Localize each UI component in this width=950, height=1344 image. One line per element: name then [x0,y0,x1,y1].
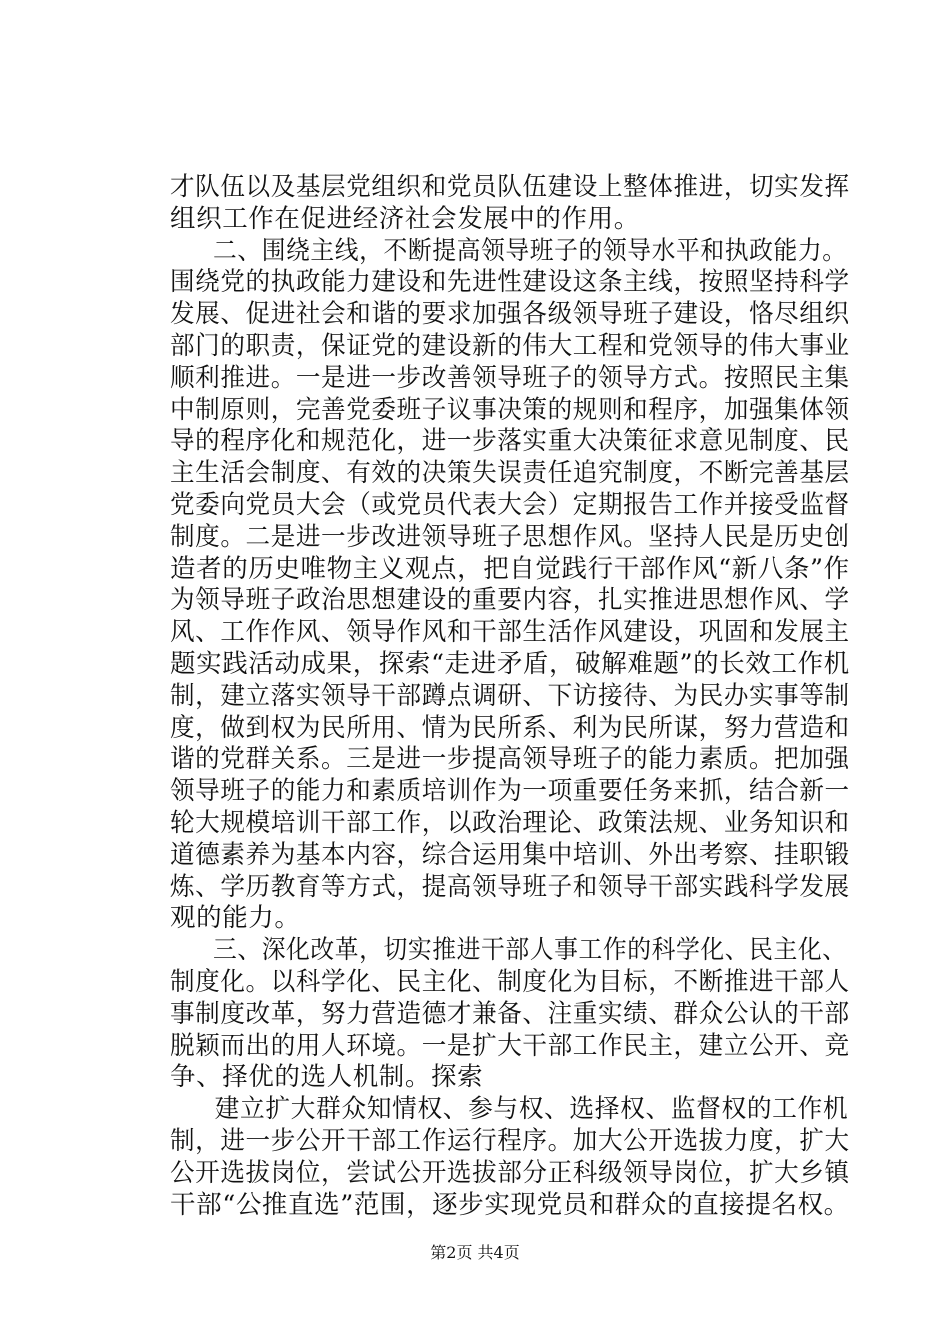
text-line: 发展、促进社会和谐的要求加强各级领导班子建设，恪尽组织 [170,299,850,330]
text-line: 组织工作在促进经济社会发展中的作用。 [170,203,640,234]
text-line: 三、深化改革，切实推进干部人事工作的科学化、民主化、 [212,935,847,966]
text-line: 炼、学历教育等方式，提高领导班子和领导干部实践科学发展 [170,871,850,902]
text-line: 制，建立落实领导干部蹲点调研、下访接待、为民办实事等制 [170,680,850,711]
text-line: 道德素养为基本内容，综合运用集中培训、外出考察、挂职锻 [170,839,850,870]
text-line: 轮大规模培训干部工作，以政治理论、政策法规、业务知识和 [170,807,850,838]
text-line: 建立扩大群众知情权、参与权、选择权、监督权的工作机 [214,1094,849,1125]
text-line: 题实践活动成果，探索“走进矛盾，破解难题”的长效工作机 [170,648,850,679]
text-line: 领导班子的能力和素质培训作为一项重要任务来抓，结合新一 [170,776,850,807]
text-line: 脱颖而出的用人环境。一是扩大干部工作民主，建立公开、竞 [170,1030,850,1061]
body-text [170,172,850,1221]
text-line: 观的能力。 [170,903,301,934]
text-line: 顺利推进。一是进一步改善领导班子的领导方式。按照民主集 [170,362,850,393]
text-line: 事制度改革，努力营造德才兼备、注重实绩、群众公认的干部 [170,998,850,1029]
text-line: 中制原则，完善党委班子议事决策的规则和程序，加强集体领 [170,394,850,425]
text-line: 导的程序化和规范化，进一步落实重大决策征求意见制度、民 [170,426,850,457]
text-line: 才队伍以及基层党组织和党员队伍建设上整体推进，切实发挥 [170,172,850,202]
text-line: 谐的党群关系。三是进一步提高领导班子的能力素质。把加强 [170,744,850,775]
text-line: 二、围绕主线，不断提高领导班子的领导水平和执政能力。 [212,235,847,266]
text-line: 争、择优的选人机制。探索 [170,1062,484,1093]
text-line: 围绕党的执政能力建设和先进性建设这条主线，按照坚持科学 [170,267,850,298]
page-footer: 第2页 共4页 [430,1243,520,1262]
text-line: 制，进一步公开干部工作运行程序。加大公开选拔力度，扩大 [170,1125,850,1156]
text-line: 度，做到权为民所用、情为民所系、利为民所谋，努力营造和 [170,712,850,743]
text-line: 风、工作作风、领导作风和干部生活作风建设，巩固和发展主 [170,617,850,648]
text-line: 党委向党员大会（或党员代表大会）定期报告工作并接受监督 [170,489,850,520]
text-line: 制度。二是进一步改进领导班子思想作风。坚持人民是历史创 [170,521,850,552]
text-line: 干部“公推直选”范围，逐步实现党员和群众的直接提名权。 [170,1189,850,1220]
text-line: 公开选拔岗位，尝试公开选拔部分正科级领导岗位，扩大乡镇 [170,1157,850,1188]
text-line: 为领导班子政治思想建设的重要内容，扎实推进思想作风、学 [170,585,850,616]
text-line: 主生活会制度、有效的决策失误责任追究制度，不断完善基层 [170,458,850,489]
text-line: 造者的历史唯物主义观点，把自觉践行干部作风“新八条”作 [170,553,850,584]
text-line: 制度化。以科学化、民主化、制度化为目标，不断推进干部人 [170,966,850,997]
text-line: 部门的职责，保证党的建设新的伟大工程和党领导的伟大事业 [170,330,850,361]
